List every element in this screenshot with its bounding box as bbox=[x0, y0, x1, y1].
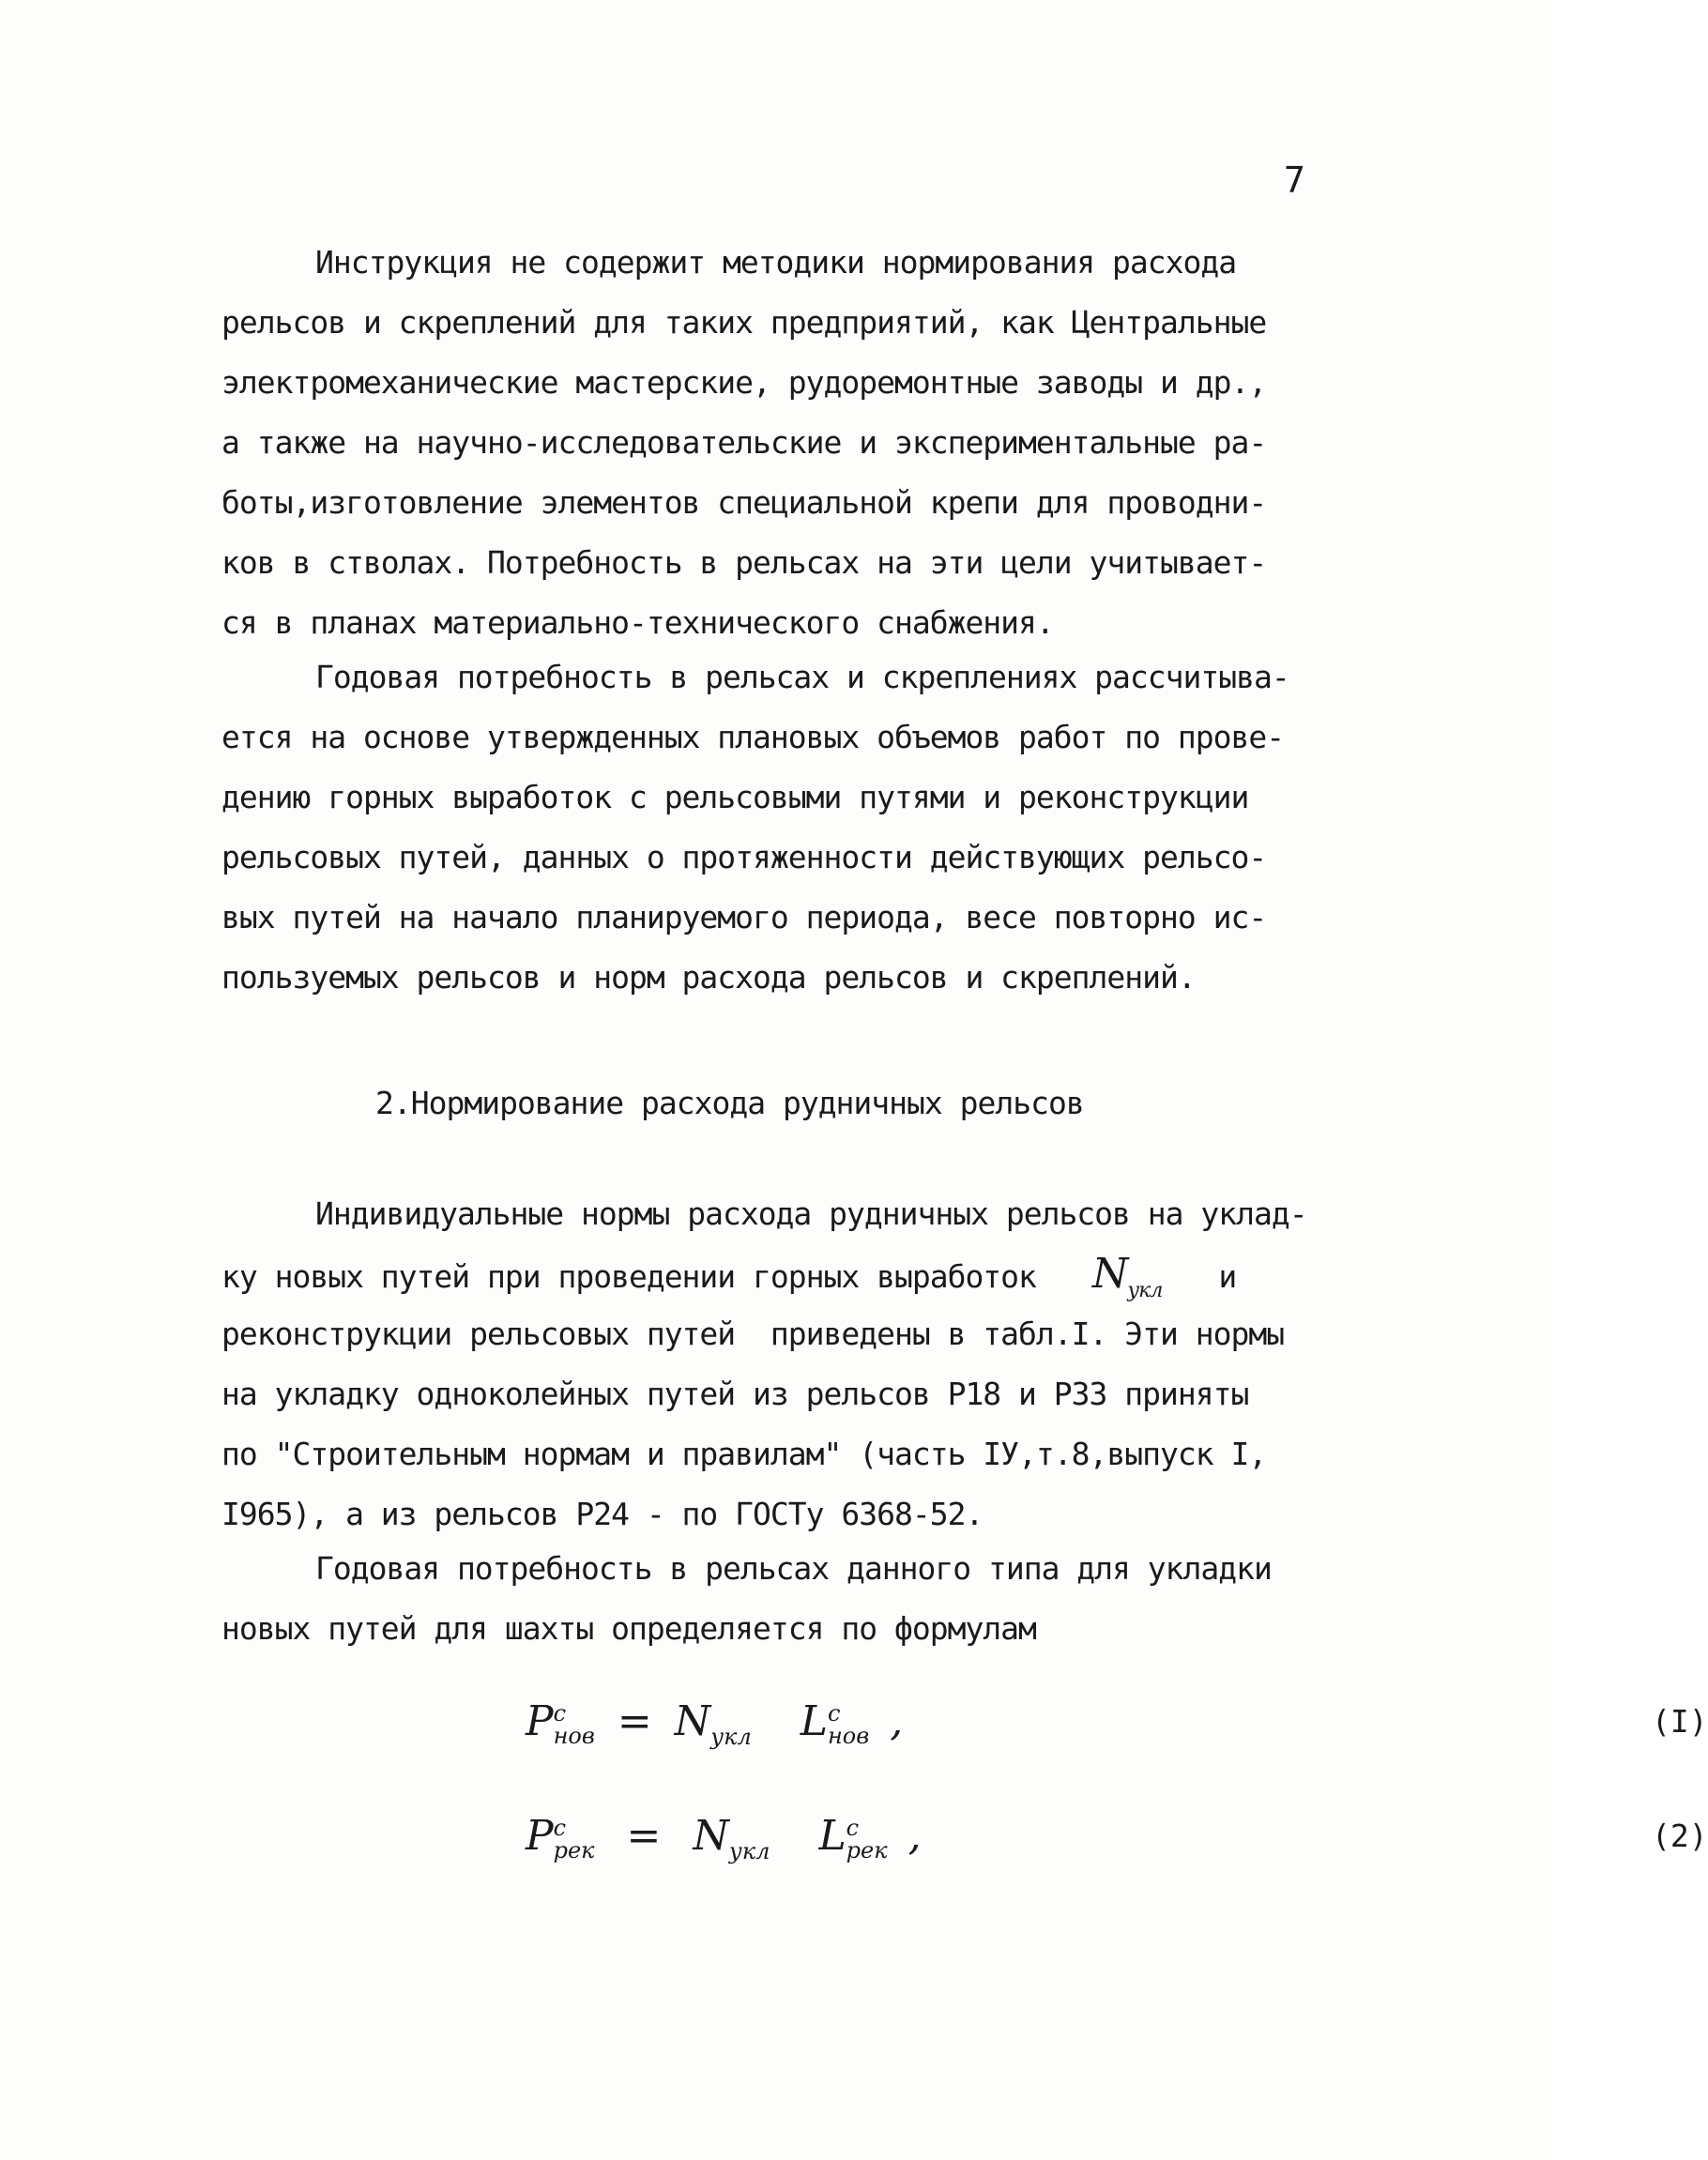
formula-1 bbox=[526, 1680, 1708, 1764]
text-line: а также на научно-исследовательские и экспериментальные ра- bbox=[221, 424, 1267, 461]
paragraph-annual-demand bbox=[221, 647, 1329, 1008]
text-line: реконструкции рельсовых путей приведены в табл.I. Эти нормы bbox=[221, 1316, 1285, 1352]
formula-subscript: укл bbox=[728, 1837, 770, 1864]
text-line: по "Строительным нормам и правилам" (часть IУ,т.8,выпуск I, bbox=[221, 1436, 1267, 1472]
text-fragment: и bbox=[1218, 1258, 1237, 1295]
formula-2 bbox=[526, 1794, 1708, 1879]
formula-norm bbox=[675, 1680, 752, 1779]
formula-length bbox=[801, 1680, 869, 1764]
text-line: I965), а из рельсов Р24 - по ГОСТу 6368-52. bbox=[221, 1496, 984, 1532]
text-line: на укладку одноколейных путей из рельсов Р18 и Р33 приняты bbox=[221, 1376, 1249, 1412]
text-line: пользуемых рельсов и норм расхода рельсов и скреплений. bbox=[221, 959, 1196, 996]
formula-tail: , bbox=[907, 1812, 922, 1860]
text-line: дению горных выработок с рельсовыми путями и реконструкции bbox=[221, 779, 1249, 815]
formula-subscript: рек bbox=[553, 1836, 595, 1863]
text-line: Годовая потребность в рельсах данного типа для укладки bbox=[315, 1550, 1272, 1587]
section-heading: 2.Нормирование расхода рудничных рельсов bbox=[375, 1085, 1084, 1121]
formula-symbol: L bbox=[818, 1812, 846, 1860]
formula-norm bbox=[693, 1794, 770, 1894]
formula-symbol: L bbox=[800, 1697, 828, 1745]
paragraph-formulas-intro bbox=[221, 1539, 1329, 1659]
formula-superscript: c bbox=[553, 1814, 567, 1841]
text-line: рельсов и скреплений для таких предприятий, как Центральные bbox=[221, 304, 1267, 341]
formula-index bbox=[553, 1814, 595, 1863]
formula-index bbox=[846, 1814, 888, 1863]
formula-length bbox=[818, 1794, 887, 1879]
text-line: ся в планах материально-технического снабжения. bbox=[221, 604, 1054, 641]
formula-symbol: P bbox=[526, 1697, 554, 1745]
formula-symbol: P bbox=[526, 1812, 554, 1860]
norm-symbol-subscript: укл bbox=[1127, 1278, 1163, 1302]
text-line: новых путей для шахты определяется по формулам bbox=[221, 1610, 1036, 1647]
formula-subscript: рек bbox=[846, 1836, 888, 1863]
text-line: рельсовых путей, данных о протяженности действующих рельсо- bbox=[221, 839, 1267, 875]
norm-symbol-letter: N bbox=[1091, 1250, 1128, 1298]
formula-number: (2) bbox=[1652, 1818, 1708, 1854]
formula-equals: = bbox=[617, 1697, 652, 1745]
text-line: боты,изготовление элементов специальной крепи для проводни- bbox=[221, 484, 1267, 521]
text-line: Годовая потребность в рельсах и скреплениях рассчитыва- bbox=[315, 659, 1289, 695]
text-line: Инструкция не содержит методики нормирования расхода bbox=[315, 244, 1237, 281]
paragraph-scope bbox=[221, 233, 1329, 653]
formula-lhs bbox=[526, 1680, 595, 1764]
paragraph-individual-norms bbox=[221, 1184, 1329, 1544]
formula-symbol: N bbox=[674, 1697, 711, 1745]
formula-subscript: укл bbox=[710, 1723, 752, 1750]
formula-tail: , bbox=[890, 1697, 904, 1745]
norm-symbol bbox=[1091, 1250, 1163, 1302]
text-line: Индивидуальные нормы расхода рудничных рельсов на уклад- bbox=[315, 1195, 1307, 1232]
page-number: 7 bbox=[1284, 160, 1305, 201]
formula-symbol: N bbox=[693, 1812, 729, 1860]
formula-lhs bbox=[526, 1794, 595, 1879]
formula-index bbox=[553, 1699, 595, 1749]
formula-superscript: c bbox=[553, 1699, 567, 1726]
formula-number: (I) bbox=[1652, 1703, 1708, 1740]
formula-superscript: c bbox=[846, 1814, 860, 1841]
text-line: ется на основе утвержденных плановых объемов работ по прове- bbox=[221, 719, 1285, 755]
formula-subscript: нов bbox=[827, 1722, 870, 1749]
text-line: электромеханические мастерские, рудоремонтные заводы и др., bbox=[221, 364, 1267, 401]
text-fragment: ку новых путей при проведении горных выработок bbox=[221, 1258, 1036, 1295]
formula-index bbox=[827, 1699, 870, 1749]
text-line: вых путей на начало планируемого периода, весе повторно ис- bbox=[221, 899, 1267, 935]
formula-equals: = bbox=[626, 1812, 662, 1860]
text-line-with-symbol bbox=[221, 1244, 1329, 1304]
formula-superscript: c bbox=[827, 1699, 841, 1726]
formula-subscript: нов bbox=[553, 1722, 595, 1749]
text-line: ков в стволах. Потребность в рельсах на эти цели учитывает- bbox=[221, 544, 1267, 581]
